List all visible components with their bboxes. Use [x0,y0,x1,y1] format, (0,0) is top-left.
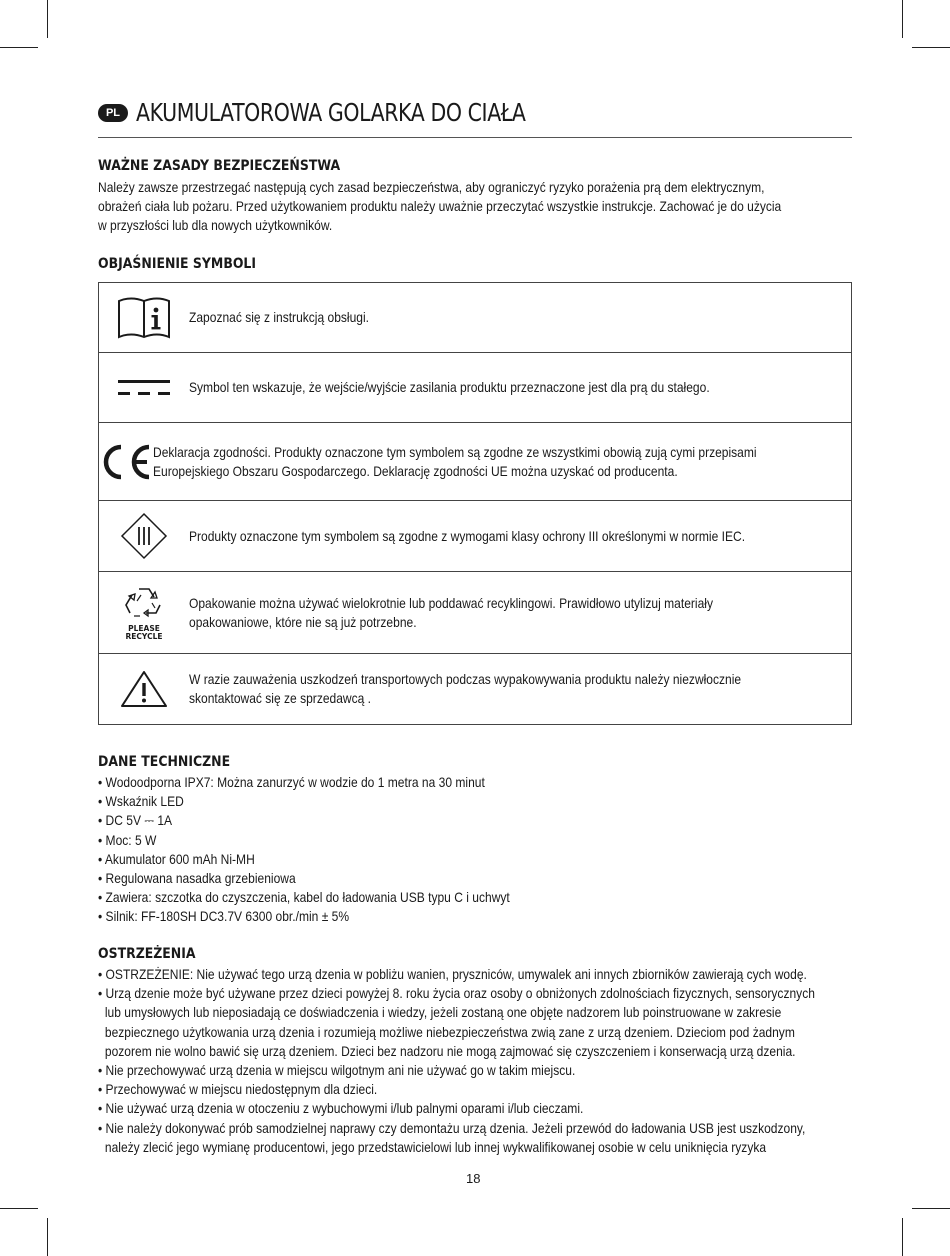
please-recycle-icon [99,585,189,641]
list-item: • Moc: 5 W [98,831,157,848]
list-item: • Wodoodporna IPX7: Można zanurzyć w wodzie do 1 metra na 30 minut [98,774,485,790]
crop-mark [47,0,48,38]
symbol-row [99,572,851,654]
warnings-list [98,965,815,1157]
list-item: • Urzą dzenie może być używane przez dzieci powyżej 8. roku życia oraz osoby o obniżonych zdolnościach fizycznych, sensorycznych [98,985,815,1002]
crop-mark [902,1218,903,1256]
crop-mark [0,1208,38,1209]
tech-list [98,773,510,927]
symbol-description: Symbol ten wskazuje, że wejście/wyjście zasilania produktu przeznaczone jest dla prą du stałego. [189,379,710,395]
symbol-row [99,654,851,724]
list-item-continuation: pozorem nie wolno bawić się urzą dzeniem. Dzieci bez nadzoru nie mogą zajmować się czyszczeniem i konserwacją urzą dzenia. [104,1042,796,1059]
recycle-label: PLEASE RECYCLE [125,623,163,641]
symbol-description: W razie zauważenia uszkodzeń transportowych podczas wypakowywania produktu należy niezwłocznie skontaktować się ze sprzedawcą . [189,671,742,706]
list-item-continuation: bezpiecznego użytkowania urzą dzenia i rozumieją możliwe niebezpieczeństwa zwią zane z urzą dzeniem. Dzieciom pod żadnym [104,1023,795,1040]
list-item: • Nie przechowywać urzą dzenia w miejscu wilgotnym ani nie używać go w takim miejscu. [98,1062,576,1079]
manual-info-icon [99,295,189,341]
list-item: • Silnik: FF-180SH DC3.7V 6300 obr./min ± 5% [98,908,350,925]
symbol-row [99,423,851,501]
list-item: • Przechowywać w miejscu niedostępnym dla dzieci. [98,1081,378,1098]
ce-mark-icon [99,442,153,482]
direct-current-icon [99,377,189,399]
crop-mark [0,47,38,48]
safety-paragraph [98,178,781,235]
crop-mark [912,47,950,48]
symbol-row [99,283,851,353]
symbol-description: Zapoznać się z instrukcją obsługi. [189,309,370,325]
list-item-continuation: lub umysłowych lub nieposiadają ce doświadczenia i wiedzy, jeżeli zostaną one objęte nadzorem lub poinstruowane w zakresie [104,1004,782,1021]
symbol-row [99,501,851,572]
symbol-description: Opakowanie można używać wielokrotnie lub poddawać recyklingowi. Prawidłowo utylizuj materiały opakowaniowe, które nie są już potrzebne. [189,594,713,630]
list-item: • Nie używać urzą dzenia w otoczeniu z wybuchowymi i/lub palnymi oparami i/lub cieczami. [98,1100,584,1117]
list-item-continuation: należy zlecić jego wymianę producentowi, jego przedstawicielowi lub innej wykwalifikowanej osobie w celu uniknięcia ryzyka [104,1138,767,1155]
crop-mark [47,1218,48,1256]
crop-mark [912,1208,950,1209]
warnings-heading: OSTRZEŻENIA [98,946,196,962]
list-item: • Zawiera: szczotka do czyszczenia, kabel do ładowania USB typu C i uchwyt [98,889,510,906]
list-item: • Akumulator 600 mAh Ni-MH [98,850,255,867]
title-text: AKUMULATOROWA GOLARKA DO CIAŁA [136,98,526,127]
symbol-description: Produkty oznaczone tym symbolem są zgodne z wymogami klasy ochrony III określonymi w normie IEC. [189,527,746,544]
list-item: • DC 5V ⎓ 1A [98,812,173,829]
warning-triangle-icon [99,669,189,709]
safety-line: w przyszłości lub dla nowych użytkowników. [98,217,333,233]
tech-heading: DANE TECHNICZNE [98,754,231,770]
symbol-row [99,353,851,423]
page-title [98,98,852,138]
protection-class-iii-icon [99,511,189,561]
symbols-table [98,282,852,725]
safety-line: obrażeń ciała lub pożaru. Przed użytkowaniem produktu należy uważnie przeczytać wszystkie instrukcje. Zachować je do użycia [98,198,782,214]
list-item: • Regulowana nasadka grzebieniowa [98,870,296,887]
list-item: • Nie należy dokonywać prób samodzielnej naprawy czy demontażu urzą dzenia. Jeżeli przewód do ładowania USB jest uszkodzony, [98,1119,806,1136]
symbol-description: Deklaracja zgodności. Produkty oznaczone tym symbolem są zgodne ze wszystkimi obowią zują cymi przepisami Europejskiego Obszaru Gospodarczego. Deklarację zgodności UE można uzyskać od producenta. [153,443,757,479]
crop-mark [902,0,903,38]
safety-heading: WAŻNE ZASADY BEZPIECZEŃSTWA [98,158,341,174]
safety-line: Należy zawsze przestrzegać następują cych zasad bezpieczeństwa, aby ograniczyć ryzyko porażenia prą dem elektrycznym, [98,179,765,195]
symbols-heading: OBJAŚNIENIE SYMBOLI [98,256,257,272]
list-item: • Wskaźnik LED [98,793,184,810]
page-number: 18 [466,1171,481,1186]
list-item: • OSTRZEŻENIE: Nie używać tego urzą dzenia w pobliżu wanien, pryszniców, umywalek ani innych zbiorników zawierają cych wodę. [98,966,807,982]
language-badge: PL [98,104,128,122]
